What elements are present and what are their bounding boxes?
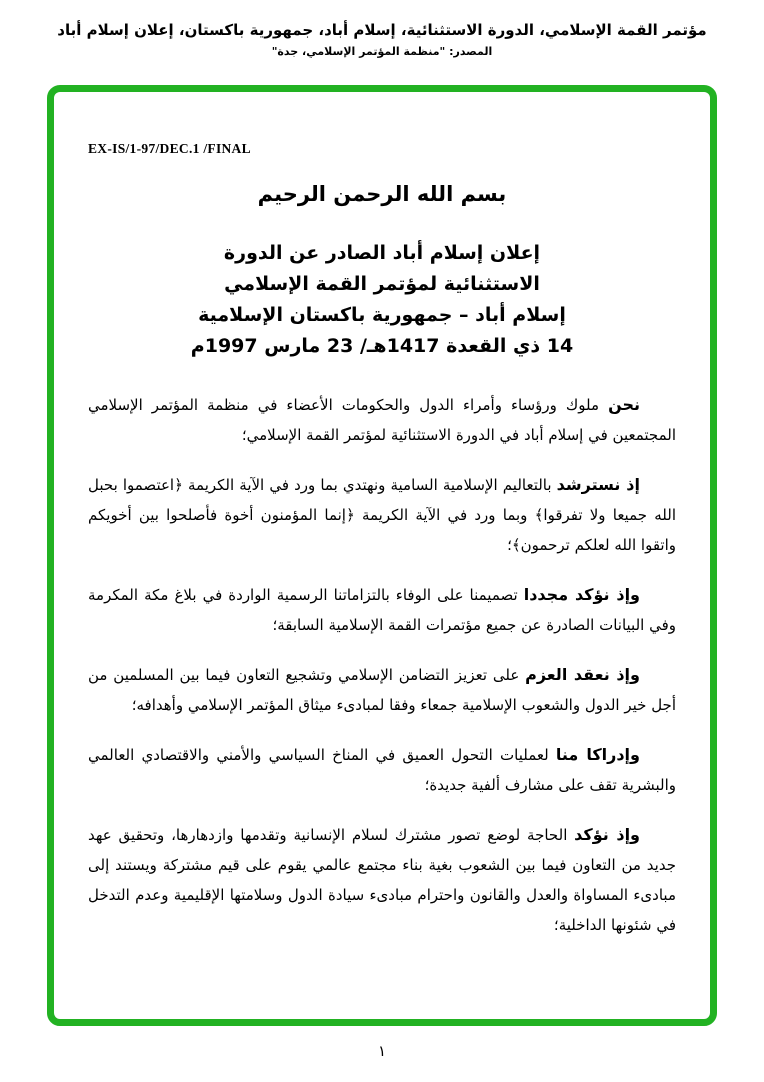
page-number: ١ (377, 1042, 387, 1060)
title-line: الاستثنائية لمؤتمر القمة الإسلامي (224, 273, 540, 295)
declaration-title (88, 238, 676, 362)
paragraph-text: لعمليات التحول العميق في المناخ السياسي والأمني والاقتصادي العالمي والبشرية تقف على مشارف ألفية جديدة؛ (88, 746, 676, 794)
paragraph-lead: وإذ نعقد العزم (525, 665, 640, 684)
paragraph-text: الحاجة لوضع تصور مشترك لسلام الإنسانية وتقدمها وازدهارها، وتحقيق عهد جديد من التعاون فيما بين الشعوب بغية بناء مجتمع عالمي يقوم على قيم مشتركة ويستند إلى مبادىء المساواة والعدل والقانون واحترام مبادىء سيادة الدول وسلامتها الإقليمية وعدم التدخل في شئونها الداخلية؛ (88, 826, 676, 934)
document-header (0, 21, 764, 58)
paragraph-lead: نحن (608, 395, 640, 414)
basmala: بسم الله الرحمن الرحيم (257, 182, 507, 206)
declaration-body (88, 390, 676, 940)
paragraph-text: بالتعاليم الإسلامية السامية ونهتدي بما ورد في الآية الكريمة ﴿اعتصموا بحبل الله جميعا ولا تفرقوا﴾ وبما ورد في الآية الكريمة ﴿إنما المؤمنون أخوة فأصلحوا بين أخويكم واتقوا الله لعلكم ترحمون﴾؛ (88, 476, 676, 554)
green-border-frame (47, 85, 717, 1026)
header-title: مؤتمر القمة الإسلامي، الدورة الاستثنائية، إسلام أباد، جمهورية باكستان، إعلان إسلام أباد (57, 21, 707, 39)
paragraph-text: على تعزيز التضامن الإسلامي وتشجيع التعاون فيما بين المسلمين من أجل خير الدول والشعوب الإسلامية جمعاء وفقا لمبادىء ميثاق المؤتمر الإسلامي وأهدافه؛ (88, 666, 676, 714)
paragraph (88, 660, 676, 720)
paragraph (88, 740, 676, 800)
paragraph-text: ملوك ورؤساء وأمراء الدول والحكومات الأعضاء في منظمة المؤتمر الإسلامي المجتمعين في إسلام أباد في الدورة الاستثنائية لمؤتمر القمة الإسلامي؛ (88, 396, 676, 444)
title-line: إسلام أباد – جمهورية باكستان الإسلامية (198, 304, 566, 326)
paragraph-lead: وإذ نؤكد مجددا (523, 585, 640, 604)
header-source: المصدر: "منظمة المؤتمر الإسلامي، جدة" (271, 45, 493, 58)
paragraph-lead: وإذ نؤكد (574, 825, 641, 844)
title-line: 14 ذي القعدة 1417هـ/ 23 مارس 1997م (190, 335, 574, 357)
document-reference: EX-IS/1-97/DEC.1 /FINAL (88, 141, 251, 156)
paragraph (88, 390, 676, 450)
paragraph (88, 820, 676, 940)
paragraph-lead: إذ نسترشد (556, 475, 640, 494)
paragraph-lead: وإدراكا منا (555, 745, 640, 764)
paragraph (88, 580, 676, 640)
paragraph (88, 470, 676, 560)
title-line: إعلان إسلام أباد الصادر عن الدورة (223, 242, 541, 264)
paragraph-text: تصميمنا على الوفاء بالتزاماتنا الرسمية الواردة في بلاغ مكة المكرمة وفي البيانات الصادرة عن جميع مؤتمرات القمة الإسلامية السابقة؛ (88, 586, 676, 634)
